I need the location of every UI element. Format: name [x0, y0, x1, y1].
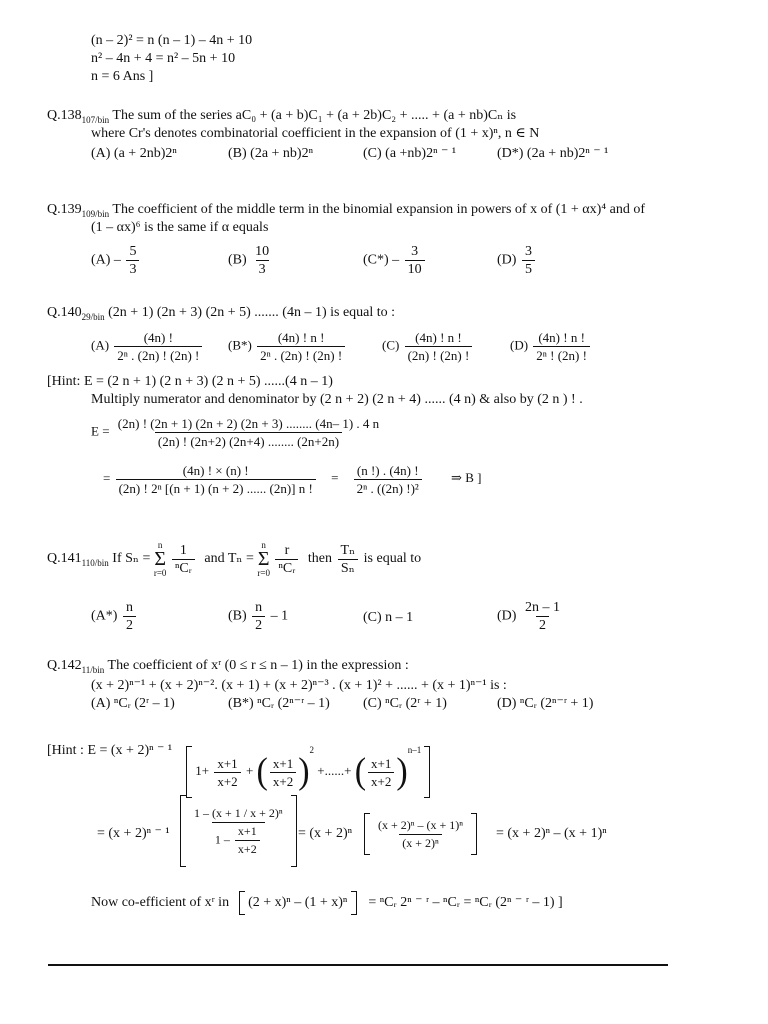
fraction-numerator: n	[255, 600, 263, 615]
fraction-numerator: (x + 2)ⁿ – (x + 1)ⁿ	[378, 817, 464, 832]
fraction	[275, 543, 298, 576]
hint-label: [Hint : E = (x + 2)ⁿ ⁻ ¹	[47, 743, 173, 758]
fraction-numerator: 5	[129, 244, 137, 259]
text: Now co-efficient of xʳ in	[91, 895, 230, 911]
left-bracket	[186, 746, 192, 798]
question-142	[47, 657, 409, 679]
fraction-numerator: x+1	[237, 823, 257, 838]
fraction	[123, 600, 136, 633]
option-c: (C) ⁿCᵣ (2ʳ + 1)	[363, 696, 447, 711]
option-c: (C) n – 1	[363, 610, 414, 625]
option-a: (A) (a + 2nb)2ⁿ	[91, 146, 177, 161]
question-stem: The coefficient of xʳ (0 ≤ r ≤ n – 1) in the expression :	[107, 658, 409, 673]
fraction-denominator: x+2	[235, 840, 260, 857]
text-line: n² – 4n + 4 = n² – 5n + 10	[91, 51, 236, 66]
text: (2 + x)ⁿ – (1 + x)ⁿ	[248, 895, 348, 911]
text: 1+	[195, 763, 210, 778]
option-label: (D)	[497, 608, 517, 624]
hint-line2-fraction	[180, 795, 297, 867]
option-b: (B) (2a + nb)2ⁿ	[228, 146, 314, 161]
fraction-denominator: 2ⁿ . (2n) ! (2n) !	[114, 346, 202, 363]
option-b	[228, 600, 288, 633]
right-bracket	[471, 813, 477, 855]
sigma-icon: Σ	[154, 548, 166, 570]
equation-e	[91, 416, 384, 449]
question-code: 110/bin	[81, 558, 109, 569]
question-code: 11/bin	[81, 664, 105, 675]
sigma-top: n	[157, 540, 163, 550]
hint-line2-mid: = (x + 2)ⁿ	[298, 826, 353, 841]
fraction-numerator: (4n) ! n !	[415, 330, 462, 345]
question-140	[47, 304, 395, 326]
fraction-numerator: 10	[255, 244, 270, 259]
equation-line2	[103, 463, 481, 496]
hint-line2-prefix: = (x + 2)ⁿ ⁻ ¹	[97, 826, 170, 841]
fraction	[338, 543, 359, 576]
question-number: Q.142	[47, 658, 82, 673]
fraction-denominator: 2ⁿ ! (2n) !	[533, 346, 590, 363]
fraction-numerator: (n !) . (4n) !	[356, 463, 419, 478]
fraction-numerator: n	[125, 600, 133, 615]
question-code: 109/bin	[81, 208, 110, 219]
fraction-numerator: 3	[524, 244, 532, 259]
fraction-denominator: 3	[126, 260, 139, 277]
exponent: n–1	[407, 745, 422, 755]
option-label: (A*)	[91, 608, 118, 624]
option-b: (B*) ⁿCᵣ (2ⁿ⁻ʳ – 1)	[228, 696, 330, 711]
fraction	[115, 416, 382, 449]
text: +	[245, 763, 254, 778]
fraction-numerator: 2n – 1	[524, 600, 560, 615]
equals-sign: =	[103, 470, 111, 486]
fraction-numerator: (2n) ! (2n + 1) (2n + 2) (2n + 3) ........ (4n– 1) . 4 n	[117, 416, 380, 431]
question-stem: The sum of the series aC₀ + (a + b)C₁ + (a + 2b)C₂ + ..... + (a + nb)Cₙ is	[112, 108, 517, 123]
sigma-icon: Σ	[257, 548, 270, 570]
right-bracket	[424, 746, 430, 798]
fraction-denominator: Sₙ	[338, 559, 358, 576]
fraction-numerator: 3	[411, 244, 419, 259]
text: then	[307, 551, 333, 567]
option-label: (C)	[382, 337, 400, 353]
fraction-denominator: ⁿCᵣ	[172, 559, 195, 576]
bottom-rule	[48, 964, 668, 966]
fraction	[375, 818, 466, 851]
fraction-denominator: x+2	[368, 772, 394, 789]
fraction-denominator	[212, 822, 265, 857]
option-label: (D)	[510, 337, 529, 353]
question-stem-line2: where Cr's denotes combinatorial coefficient in the expansion of (1 + x)ⁿ, n ∈ N	[91, 126, 540, 141]
text: is equal to	[363, 551, 422, 567]
option-c: (C) (a +nb)2ⁿ ⁻ ¹	[363, 146, 457, 161]
hint-line2-fraction2	[364, 813, 477, 855]
fraction-denominator: 2	[536, 616, 549, 633]
fraction	[522, 244, 535, 277]
option-tail: – 1	[270, 608, 289, 624]
text: = ⁿCᵣ 2ⁿ ⁻ ʳ – ⁿCᵣ = ⁿCᵣ (2ⁿ ⁻ ʳ – 1) ]	[368, 895, 563, 911]
left-paren: (	[256, 751, 268, 792]
option-d	[497, 244, 537, 277]
fraction-numerator: (4n) ! × (n) !	[182, 463, 249, 478]
fraction-denominator: x+2	[270, 772, 296, 789]
text: +......+	[317, 763, 352, 778]
option-b	[228, 244, 274, 277]
fraction	[252, 600, 265, 633]
fraction	[405, 244, 425, 277]
hint-expression	[186, 725, 430, 798]
fraction-denominator: 2ⁿ . (2n) ! (2n) !	[257, 346, 345, 363]
text: 1 –	[214, 831, 230, 846]
hint-line2-end: = (x + 2)ⁿ – (x + 1)ⁿ	[496, 826, 607, 841]
question-stem-line2: (1 – αx)⁶ is the same if α equals	[91, 220, 269, 235]
fraction-denominator: 2	[252, 616, 265, 633]
sigma-bottom: r=0	[257, 568, 270, 578]
fraction	[368, 756, 394, 789]
fraction-denominator: (2n) ! (2n) !	[405, 346, 473, 363]
fraction	[114, 330, 202, 363]
fraction-denominator: 2	[123, 616, 136, 633]
option-d: (D*) (2a + nb)2ⁿ ⁻ ¹	[497, 146, 609, 161]
option-c	[382, 330, 474, 363]
fraction-denominator: x+2	[214, 772, 240, 789]
question-number: Q.140	[47, 305, 82, 320]
question-141	[47, 540, 421, 578]
right-bracket	[291, 795, 297, 867]
fraction	[405, 330, 473, 363]
fraction-numerator: (4n) ! n !	[277, 330, 325, 345]
question-code: 107/bin	[81, 114, 110, 125]
option-label: (C*) –	[363, 252, 400, 268]
right-paren: )	[298, 751, 310, 792]
left-bracket	[239, 891, 245, 915]
option-label: (B*)	[228, 337, 252, 353]
fraction	[522, 600, 563, 633]
fraction	[354, 463, 422, 496]
fraction	[126, 244, 139, 277]
equation-label: E =	[91, 423, 110, 439]
fraction	[191, 806, 286, 857]
fraction	[172, 543, 195, 576]
option-label: (D)	[497, 252, 517, 268]
fraction-numerator: r	[284, 542, 290, 558]
option-label: (B)	[228, 608, 247, 624]
hint-line: [Hint: E = (2 n + 1) (2 n + 3) (2 n + 5) ......(4 n – 1)	[47, 374, 333, 389]
fraction-denominator: (2n) ! (2n+2) (2n+4) ........ (2n+2n)	[155, 432, 342, 449]
option-c	[363, 244, 427, 277]
sigma-top: n	[261, 540, 266, 550]
option-label: (A)	[91, 337, 110, 353]
fraction	[235, 824, 260, 857]
right-bracket	[351, 891, 357, 915]
right-paren: )	[396, 751, 408, 792]
exponent: 2	[309, 745, 315, 755]
conclusion: ⇒ B ]	[451, 470, 482, 486]
hint-line: Multiply numerator and denominator by (2 n + 2) (2 n + 4) ...... (4 n) & also by (2 n ) ! .	[91, 392, 583, 407]
text: and Tₙ =	[204, 551, 254, 567]
sigma-symbol	[257, 540, 270, 578]
left-bracket	[364, 813, 370, 855]
fraction-denominator: 2ⁿ . ((2n) !)²	[354, 479, 422, 496]
fraction-denominator: (2n) ! 2ⁿ [(n + 1) (n + 2) ...... (2n)] n !	[116, 479, 316, 496]
option-label: (B)	[228, 252, 247, 268]
option-d: (D) ⁿCᵣ (2ⁿ⁻ʳ + 1)	[497, 696, 594, 711]
equals-sign: =	[331, 470, 339, 486]
fraction-denominator: (x + 2)ⁿ	[399, 834, 442, 851]
question-number: Q.138	[47, 108, 82, 123]
question-stem: The coefficient of the middle term in the binomial expansion in powers of x of (1 + αx)⁴ and of	[112, 202, 646, 217]
fraction-numerator: Tₙ	[340, 542, 356, 558]
fraction	[214, 756, 240, 789]
fraction-numerator: x+1	[217, 755, 238, 771]
fraction-denominator: 3	[256, 260, 269, 277]
fraction-denominator: ⁿCᵣ	[275, 559, 298, 576]
fraction-denominator: 5	[522, 260, 535, 277]
text: If Sₙ =	[112, 551, 151, 567]
question-number: Q.139	[47, 202, 82, 217]
fraction-numerator: x+1	[371, 755, 392, 771]
fraction-numerator: x+1	[272, 755, 294, 771]
fraction-numerator: (4n) !	[143, 330, 173, 345]
option-a	[91, 244, 141, 277]
fraction	[533, 330, 590, 363]
fraction-denominator: 10	[405, 260, 425, 277]
option-a: (A) ⁿCᵣ (2ʳ – 1)	[91, 696, 175, 711]
question-code: 29/bin	[81, 311, 105, 322]
left-paren: (	[354, 751, 367, 792]
fraction	[252, 244, 272, 277]
option-d	[497, 600, 565, 633]
fraction-numerator: 1 – (x + 1 / x + 2)ⁿ	[194, 805, 283, 820]
text-line: (n – 2)² = n (n – 1) – 4n + 10	[91, 33, 253, 48]
question-stem: (2n + 1) (2n + 3) (2n + 5) ....... (4n – 1) is equal to :	[108, 305, 396, 320]
text-line: n = 6 Ans ]	[91, 69, 154, 84]
left-bracket	[180, 795, 186, 867]
question-number: Q.141	[47, 551, 82, 567]
option-d	[510, 330, 592, 363]
option-label: (A) –	[91, 252, 121, 268]
fraction	[116, 463, 316, 496]
fraction	[270, 756, 296, 789]
question-stem-line2: (x + 2)ⁿ⁻¹ + (x + 2)ⁿ⁻². (x + 1) + (x + 2)ⁿ⁻³ . (x + 1)² + ...... + (x + 1)ⁿ⁻¹ is :	[91, 678, 507, 693]
fraction-numerator: (4n) ! n !	[538, 330, 585, 345]
option-b	[228, 330, 347, 363]
option-a	[91, 600, 138, 633]
fraction	[257, 330, 345, 363]
option-a	[91, 330, 204, 363]
sigma-symbol	[154, 540, 167, 578]
fraction-numerator: 1	[179, 542, 187, 558]
sigma-bottom: r=0	[153, 568, 167, 578]
final-line	[91, 891, 563, 915]
